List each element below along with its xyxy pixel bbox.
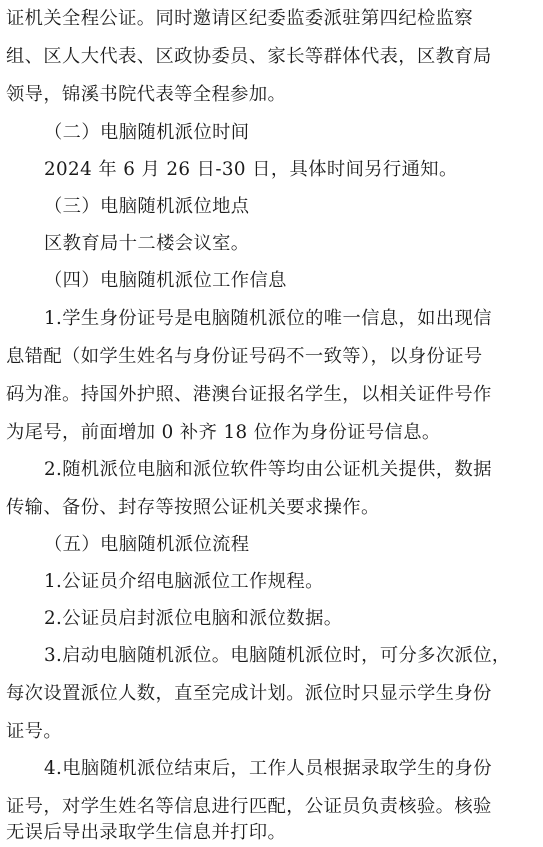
text-line: 证号。 — [6, 721, 63, 742]
text-line: 2.公证员启封派位电脑和派位数据。 — [44, 608, 343, 629]
section-heading-info: （四）电脑随机派位工作信息 — [44, 270, 287, 291]
section-heading-time: （二）电脑随机派位时间 — [44, 122, 250, 143]
text-line: 1.学生身份证号是电脑随机派位的唯一信息，如出现信 — [44, 308, 492, 329]
text-line: 组、区人大代表、区政协委员、家长等群体代表，区教育局 — [6, 46, 492, 67]
text-line: 区教育局十二楼会议室。 — [44, 233, 250, 254]
text-line: 为尾号，前面增加 0 补齐 18 位作为身份证号信息。 — [6, 422, 441, 443]
text-line: 传输、备份、封存等按照公证机关要求操作。 — [6, 497, 380, 518]
text-line: 每次设置派位人数，直至完成计划。派位时只显示学生身份 — [6, 683, 492, 704]
text-line: 证机关全程公证。同时邀请区纪委监委派驻第四纪检监察 — [6, 8, 474, 29]
text-line: 3.启动电脑随机派位。电脑随机派位时，可分多次派位， — [44, 645, 511, 666]
text-line: 2.随机派位电脑和派位软件等均由公证机关提供，数据 — [44, 459, 492, 480]
text-line: 1.公证员介绍电脑派位工作规程。 — [44, 571, 324, 592]
text-line: 证号，对学生姓名等信息进行匹配，公证员负责核验。核验 — [6, 796, 492, 817]
text-line: 领导，锦溪书院代表等全程参加。 — [6, 84, 287, 105]
section-heading-location: （三）电脑随机派位地点 — [44, 196, 250, 217]
text-line: 息错配（如学生姓名与身份证号码不一致等），以身份证号 — [6, 346, 483, 367]
text-line: 4.电脑随机派位结束后，工作人员根据录取学生的身份 — [44, 758, 492, 779]
section-heading-process: （五）电脑随机派位流程 — [44, 534, 250, 555]
text-line: 码为准。持国外护照、港澳台证报名学生，以相关证件号作 — [6, 384, 492, 405]
text-line: 无误后导出录取学生信息并打印。 — [6, 822, 287, 843]
text-line: 2024 年 6 月 26 日-30 日，具体时间另行通知。 — [44, 159, 458, 180]
